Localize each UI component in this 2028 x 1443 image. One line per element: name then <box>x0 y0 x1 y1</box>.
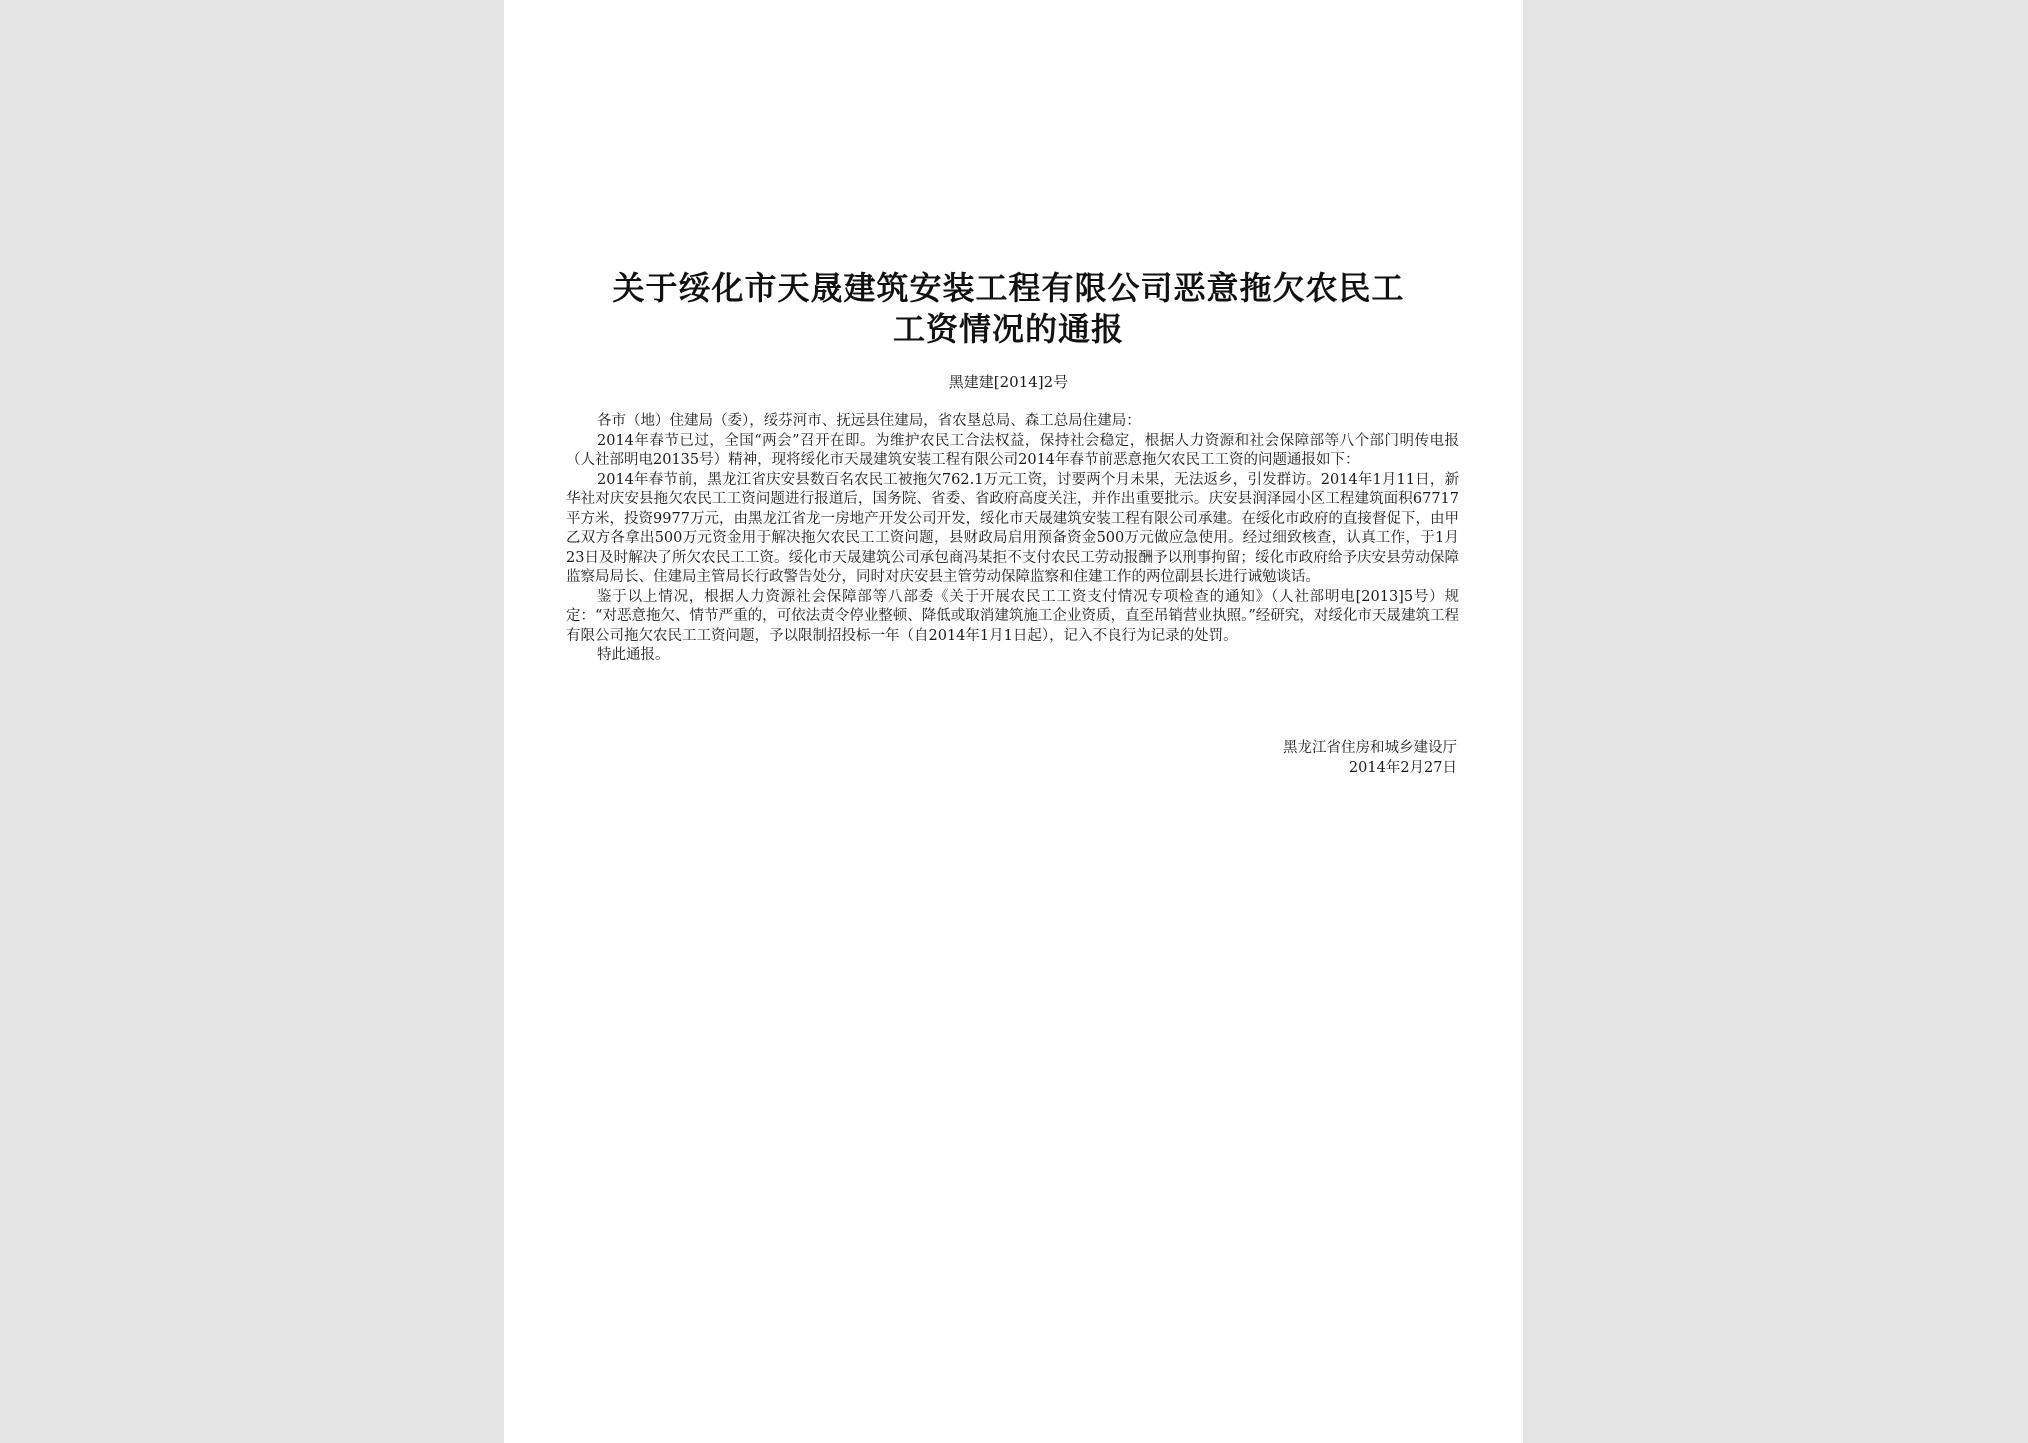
document-number: 黑建建[2014]2号 <box>948 373 1069 391</box>
signature-block <box>1283 738 1457 778</box>
document-title-line-2: 工资情况的通报 <box>892 310 1124 348</box>
signature-date: 2014年2月27日 <box>1348 760 1457 776</box>
closing-line: 特此通报。 <box>597 647 670 663</box>
document-page <box>504 0 1523 1443</box>
document-title <box>564 268 1453 350</box>
salutation: 各市（地）住建局（委），绥芬河市、抚远县住建局，省农垦总局、森工总局住建局： <box>597 413 1141 429</box>
document-body <box>566 412 1459 666</box>
paragraph-2: 2014年春节前，黑龙江省庆安县数百名农民工被拖欠762.1万元工资，讨要两个月未果，无法返乡，引发群访。2014年1月11日，新华社对庆安县拖欠农民工工资问题进行报道后，国务院、省委、省政府高度关注，并作出重要批示。庆安县润泽园小区工程建筑面积67717平方米，投资9977万元，由黑龙江省龙一房地产开发公司开发，绥化市天晟建筑安装工程有限公司承建。在绥化市政府的直接督促下，由甲乙双方各拿出500万元资金用于解决拖欠农民工工资问题，县财政局启用预备资金500万元做应急使用。经过细致核查，认真工作，于1月23日及时解决了所欠农民工工资。绥化市天晟建筑公司承包商冯某拒不支付农民工劳动报酬予以刑事拘留；绥化市政府给予庆安县劳动保障监察局局长、住建局主管局长行政警告处分，同时对庆安县主管劳动保障监察和住建工作的两位副县长进行诫勉谈话。 <box>566 471 1459 585</box>
signature-organization: 黑龙江省住房和城乡建设厅 <box>1283 740 1457 756</box>
document-title-line-1: 关于绥化市天晟建筑安装工程有限公司恶意拖欠农民工 <box>612 269 1405 307</box>
paragraph-1: 2014年春节已过，全国“两会”召开在即。为维护农民工合法权益，保持社会稳定，根据人力资源和社会保障部等八个部门明传电报（人社部明电20135号）精神，现将绥化市天晟建筑安装工程有限公司2014年春节前恶意拖欠农民工工资的问题通报如下： <box>566 432 1459 468</box>
paragraph-3: 鉴于以上情况，根据人力资源社会保障部等八部委《关于开展农民工工资支付情况专项检查的通知》（人社部明电[2013]5号）规定：“对恶意拖欠、情节严重的，可依法责令停业整顿、降低或取消建筑施工企业资质，直至吊销营业执照。”经研究，对绥化市天晟建筑工程有限公司拖欠农民工工资问题，予以限制招投标一年（自2014年1月1日起），记入不良行为记录的处罚。 <box>566 588 1459 644</box>
